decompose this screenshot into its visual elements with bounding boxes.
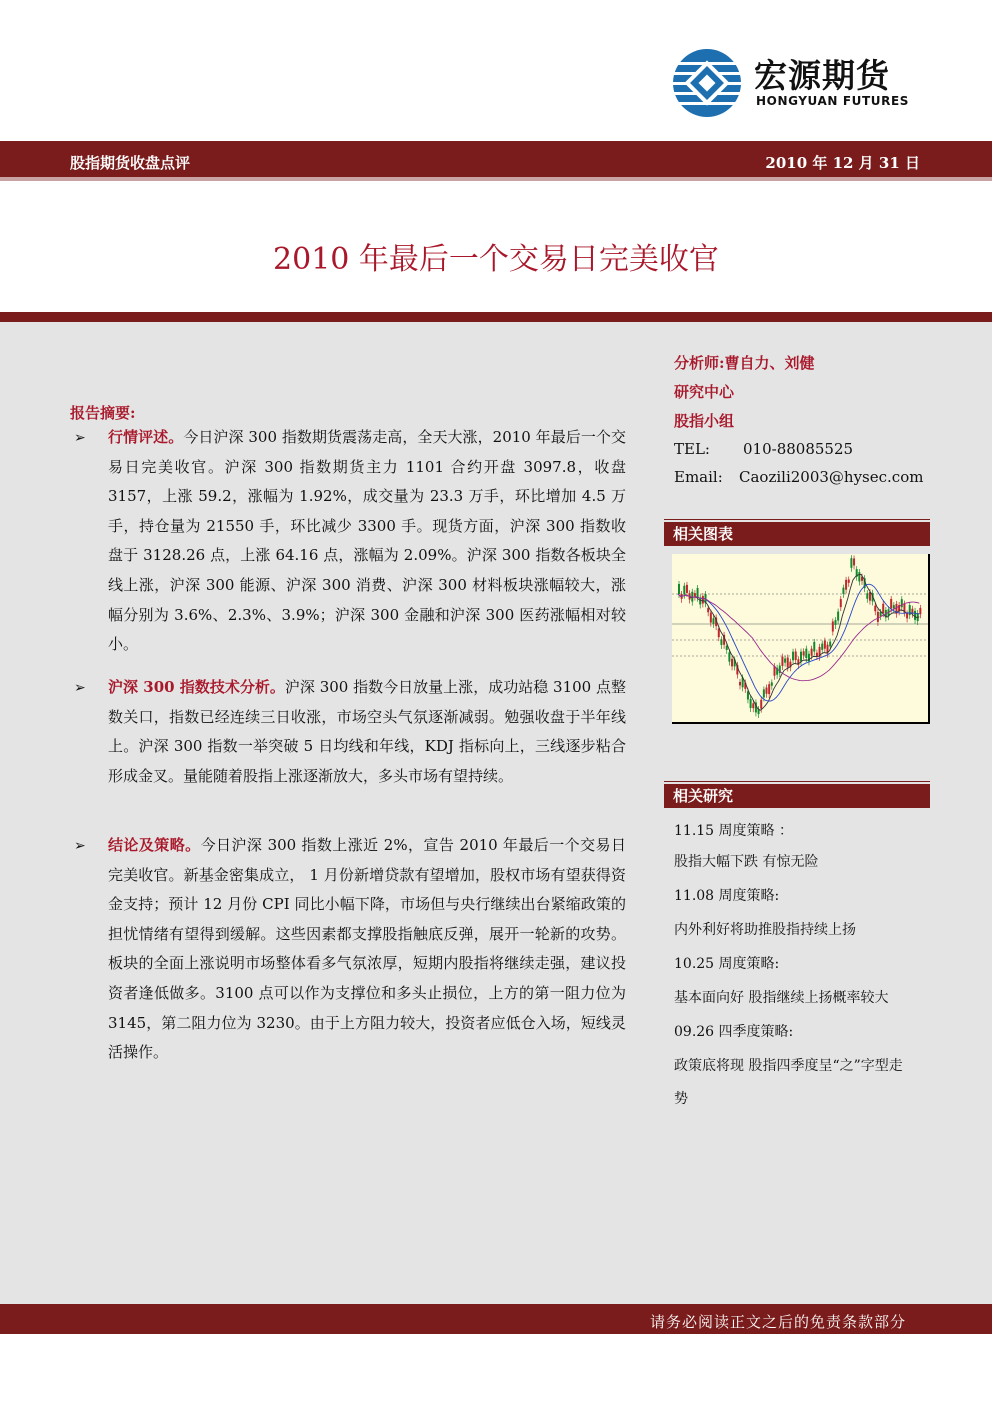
candle-body — [792, 652, 794, 661]
summary-point-conclusion — [108, 831, 626, 1068]
candle-body — [720, 639, 722, 645]
candle-body — [781, 657, 783, 666]
candle-body — [752, 703, 754, 708]
summary-heading: 报告摘要: — [70, 404, 136, 422]
research-item-title[interactable]: 内外利好将助推股指持续上扬 — [674, 922, 856, 938]
candle-body — [880, 612, 882, 616]
candle-body — [813, 642, 815, 652]
email-value: Caozili2003@hysec.com — [739, 468, 924, 486]
point-lead: 沪深 300 指数技术分析。 — [108, 678, 285, 696]
candle-body — [718, 629, 720, 638]
candle-body — [686, 585, 688, 593]
tel-value: 010-88085525 — [743, 440, 854, 458]
candle-body — [697, 588, 699, 598]
candle-body — [811, 649, 813, 656]
candle-body — [840, 599, 842, 607]
summary-point-technical-analysis — [108, 673, 626, 791]
candle-body — [816, 653, 818, 656]
candle-body — [760, 700, 762, 709]
analyst-names: 分析师:曹自力、刘健 — [674, 354, 815, 372]
candle-body — [919, 608, 921, 614]
email-label: Email: — [674, 468, 723, 486]
point-lead: 行情评述。 — [108, 428, 184, 446]
brand-name-en: HONGYUAN FUTURES — [756, 94, 909, 108]
candle-body — [914, 611, 916, 620]
candle-body — [766, 688, 768, 694]
research-item-title[interactable]: 股指大幅下跌 有惊无险 — [674, 854, 819, 870]
research-item-title-cont[interactable]: 势 — [674, 1091, 688, 1107]
report-title: 2010 年最后一个交易日完美收官 — [273, 242, 719, 277]
brand-name-cn: 宏源期货 — [754, 56, 890, 95]
candle-body — [694, 593, 696, 596]
candle-body — [850, 558, 852, 568]
disclaimer-notice[interactable]: 请务必阅读正文之后的免责条款部分 — [649, 1313, 906, 1331]
candle-body — [893, 605, 895, 608]
point-lead: 结论及策略。 — [108, 836, 201, 854]
candle-body — [800, 652, 802, 662]
candle-body — [768, 684, 770, 694]
candle-body — [882, 604, 884, 613]
group-label: 股指小组 — [674, 412, 735, 430]
related-chart-header: 相关图表 — [664, 522, 930, 546]
research-item-title[interactable]: 基本面向好 股指继续上扬概率较大 — [674, 990, 889, 1006]
header-divider — [0, 177, 992, 181]
candle-body — [683, 586, 685, 595]
candle-body — [728, 652, 730, 661]
bullet-arrow-icon: ➢ — [74, 838, 86, 854]
title-divider-band — [0, 312, 992, 322]
candle-body — [837, 612, 839, 621]
candle-body — [771, 682, 773, 685]
research-item-date: 11.08 周度策略: — [674, 888, 780, 904]
candlestick-chart — [672, 554, 928, 722]
summary-point-market-review — [108, 423, 626, 660]
candle-body — [710, 613, 712, 623]
candle-body — [750, 699, 752, 708]
candle-body — [787, 657, 789, 667]
candle-body — [805, 649, 807, 658]
candle-body — [890, 599, 892, 609]
candle-body — [829, 642, 831, 647]
research-item-date: 09.26 四季度策略: — [674, 1024, 794, 1040]
candle-body — [678, 584, 680, 594]
candle-body — [707, 608, 709, 612]
candle-body — [803, 651, 805, 655]
research-item-title[interactable]: 政策底将现 股指四季度呈“之”字型走 — [674, 1058, 903, 1074]
candle-body — [821, 644, 823, 650]
related-research-header: 相关研究 — [664, 784, 930, 808]
hongyuan-logo-icon — [672, 48, 742, 118]
candle-body — [906, 613, 908, 618]
report-date: 2010 年 12 月 31 日 — [765, 154, 920, 172]
department-label: 研究中心 — [674, 383, 735, 401]
candle-body — [874, 606, 876, 612]
candle-body — [731, 659, 733, 667]
candle-body — [824, 641, 826, 649]
report-section-label: 股指期货收盘点评 — [70, 154, 191, 172]
bullet-arrow-icon: ➢ — [74, 680, 86, 696]
tel-label: TEL: — [674, 440, 710, 458]
candle-body — [712, 618, 714, 624]
point-text: 沪深 300 指数今日放量上涨，成功站稳 3100 点整数关口，指数已经连续三日收涨，市场空头气氛逐渐减弱。勉强收盘于半年线上。沪深 300 指数一举突破 5 日均线和年线，KDJ 指标向上，三线逐步粘合形成金叉。量能随着股指上涨逐渐放大，多头市场有望持续。 — [108, 678, 626, 785]
candle-body — [866, 593, 868, 599]
candle-body — [784, 659, 786, 663]
candle-body — [858, 572, 860, 581]
candle-body — [739, 682, 741, 685]
bullet-arrow-icon: ➢ — [74, 430, 86, 446]
candle-body — [832, 621, 834, 631]
research-item-date: 11.15 周度策略 ： — [674, 823, 793, 839]
related-chart-thumbnail — [672, 554, 930, 724]
point-text: 今日沪深 300 指数期货震荡走高，全天大涨，2010 年最后一个交易日完美收官。沪深 300 指数期货主力 1101 合约开盘 3097.8，收盘 3157，上涨 59.2，涨幅为 1.92%，成交量为 23.3 万手，环比增加 4.5 万手，持仓量为 21550 手，环比减少 3300 手。现货方面，沪深 300 指数收盘于 3128.26 点，上涨 64.16 点，涨幅为 2.09%。沪深 300 指数各板块全线上涨，沪深 300 能源、沪深 300 消费、沪深 300 材料板块涨幅较大，涨幅分别为 3.6%、2.3%、3.9%；沪深 300 金融和沪深 300 医药涨幅相对较小。 — [108, 428, 626, 654]
candle-body — [877, 612, 879, 622]
candle-body — [853, 558, 855, 565]
candle-body — [795, 651, 797, 660]
candle-body — [901, 599, 903, 607]
candle-body — [845, 580, 847, 590]
candle-body — [763, 689, 765, 697]
research-item-date: 10.25 周度策略: — [674, 956, 780, 972]
candle-body — [848, 579, 850, 582]
candle-body — [702, 596, 704, 604]
candle-body — [834, 620, 836, 625]
candle-body — [842, 588, 844, 594]
point-text: 今日沪深 300 指数上涨近 2%，宣告 2010 年最后一个交易日完美收官。新基金密集成立， 1 月份新增贷款有望增加，股权市场有望获得资金支持；预计 12 月份 CPI 同比小幅下降，市场但与央行继续出台紧缩政策的担忧情绪有望得到缓解。这些因素都支撑股指触底反弹，展开一轮新的攻势。板块的全面上涨说明市场整体看多气氛浓厚，短期内股指将继续走强，建议投资者逢低做多。3100 点可以作为支撑位和多头止损位，上方的第一阻力位为 3145，第二阻力位为 3230。由于上方阻力较大，投资者应低仓入场，短线灵活操作。 — [108, 836, 626, 1062]
moving-average-line — [678, 574, 919, 710]
